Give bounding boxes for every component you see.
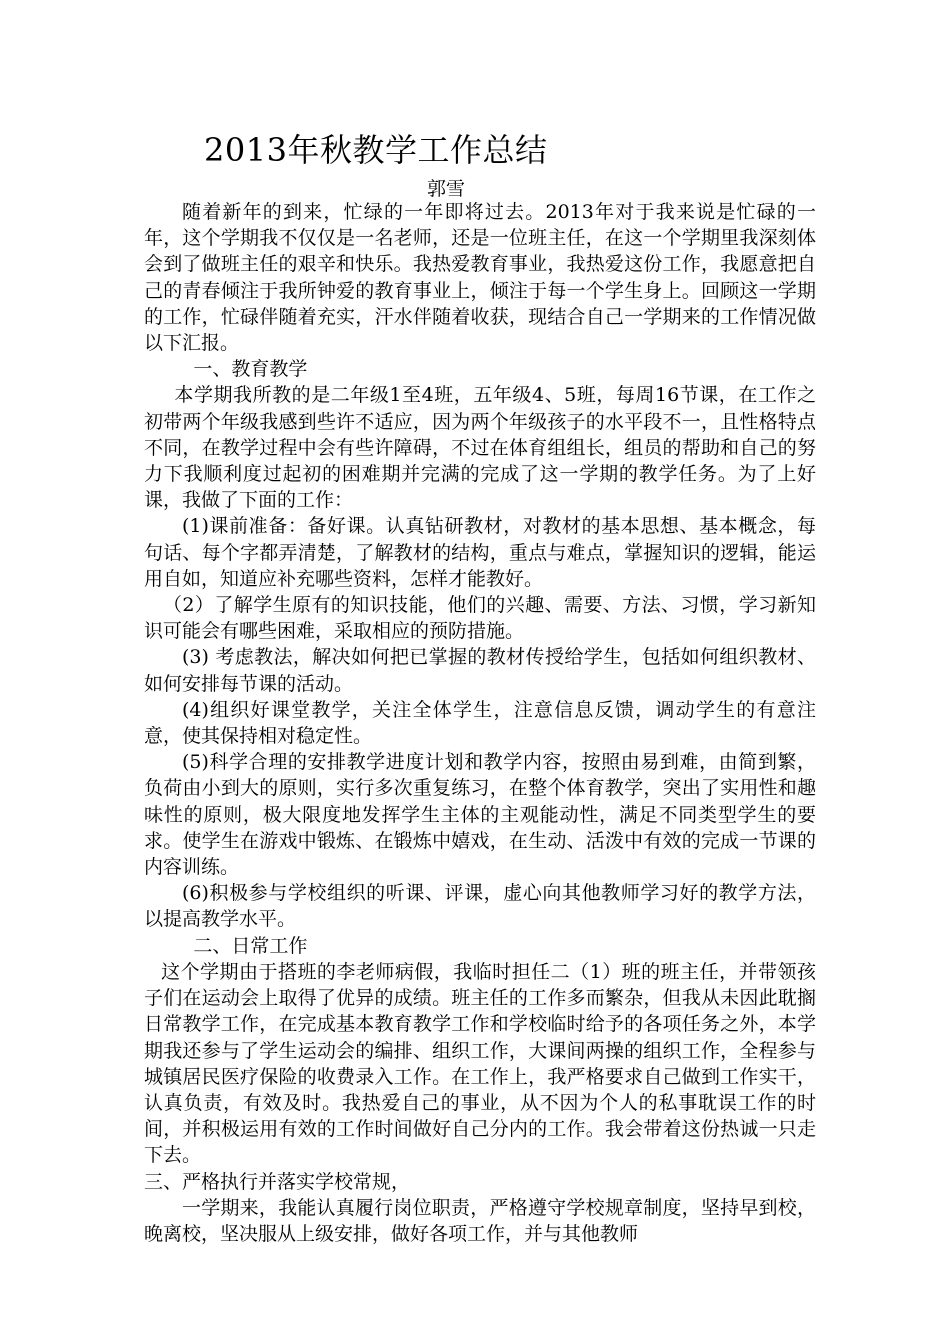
author-name: 郭雪	[427, 178, 466, 200]
list-item-4: (4)组织好课堂教学，关注全体学生，注意信息反馈，调动学生的有意注意，使其保持相对稳定性。	[144, 698, 816, 748]
list-item-1: (1)课前准备：备好课。认真钻研教材，对教材的基本思想、基本概念，每句话、每个字都弄清楚，了解教材的结构，重点与难点，掌握知识的逻辑，能运用自如，知道应补充哪些资料，怎样才能教好。	[144, 515, 816, 590]
document-title: 2013年秋教学工作总结	[204, 131, 548, 169]
list-item-6: (6)积极参与学校组织的听课、评课，虚心向其他教师学习好的教学方法，以提高教学水平。	[144, 882, 816, 931]
section-heading-3: 三、严格执行并落实学校常规，	[144, 1170, 411, 1193]
section-heading-2: 二、日常工作	[193, 934, 308, 957]
teaching-paragraph: 本学期我所教的是二年级1至4班，五年级4、5班，每周16节课，在工作之初带两个年级我感到些许不适应，因为两个年级孩子的水平段不一，且性格特点不同，在教学过程中会有些许障碍，不过在体育组组长，组员的帮助和自己的努力下我顺利度过起初的困难期并完满的完成了这一学期的教学任务。为了上好课，我做了下面的工作：	[144, 384, 816, 512]
section-heading-1: 一、教育教学	[193, 358, 308, 381]
intro-paragraph: 随着新年的到来，忙绿的一年即将过去。2013年对于我来说是忙碌的一年，这个学期我不仅仅是一名老师，还是一位班主任，在这一个学期里我深刻体会到了做班主任的艰辛和快乐。我热爱教育事业，我热爱这份工作，我愿意把自己的青春倾注于我所钟爱的教育事业上，倾注于每一个学生身上。回顾这一学期的工作，忙碌伴随着充实，汗水伴随着收获，现结合自己一学期来的工作情况做以下汇报。	[144, 201, 816, 355]
list-item-2: （2）了解学生原有的知识技能，他们的兴趣、需要、方法、习惯，学习新知识可能会有哪些困难，采取相应的预防措施。	[144, 594, 816, 643]
regulations-paragraph: 一学期来，我能认真履行岗位职责，严格遵守学校规章制度，坚持早到校，晚离校，坚决服从上级安排，做好各项工作，并与其他教师	[144, 1196, 816, 1245]
document-body	[144, 199, 816, 1247]
list-item-5: (5)科学合理的安排教学进度计划和教学内容，按照由易到难，由简到繁，负荷由小到大的原则，实行多次重复练习，在整个体育教学，突出了实用性和趣味性的原则，极大限度地发挥学生主体的主观能动性，满足不同类型学生的要求。使学生在游戏中锻炼、在锻炼中嬉戏，在生动、活泼中有效的完成一节课的内容训练。	[144, 751, 816, 879]
list-item-3: (3) 考虑教法，解决如何把已掌握的教材传授给学生，包括如何组织教材、如何安排每节课的活动。	[144, 646, 816, 695]
daily-work-paragraph: 这个学期由于搭班的李老师病假，我临时担任二（1）班的班主任，并带领孩子们在运动会上取得了优异的成绩。班主任的工作多而繁杂，但我从未因此耽搁日常教学工作，在完成基本教育教学工作和学校临时给予的各项任务之外，本学期我还参与了学生运动会的编排、组织工作，大课间两操的组织工作，全程参与城镇居民医疗保险的收费录入工作。在工作上，我严格要求自己做到工作实干，认真负责，有效及时。我热爱自己的事业，从不因为个人的私事耽误工作的时间，并积极运用有效的工作时间做好自己分内的工作。我会带着这份热诚一只走下去。	[144, 960, 816, 1167]
